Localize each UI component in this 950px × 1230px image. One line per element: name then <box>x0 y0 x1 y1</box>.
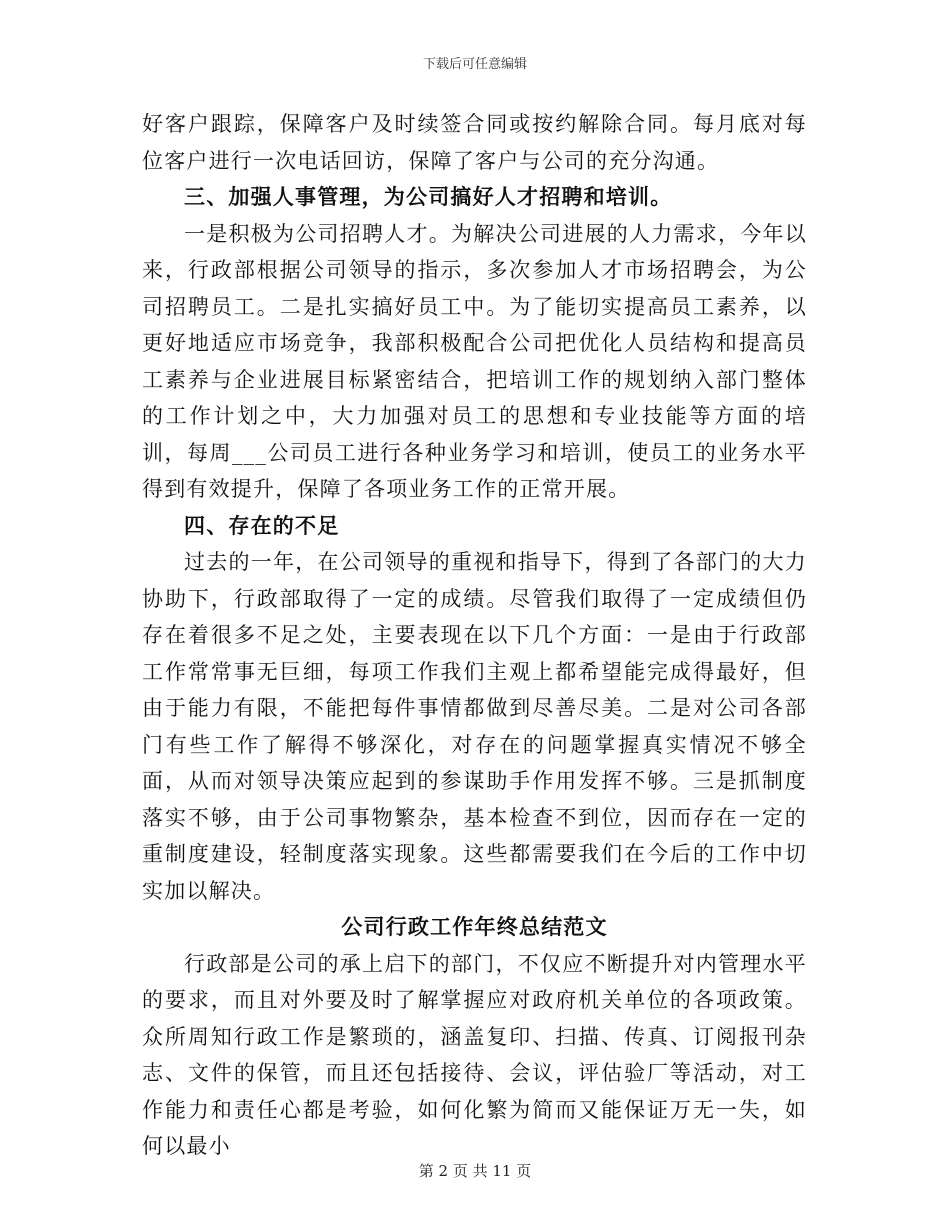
section-heading-shortcomings: 四、存在的不足 <box>184 512 340 538</box>
paragraph-admin-intro: 行政部是公司的承上启下的部门，不仅应不断提升对内管理水平的要求，而且对外要及时了解掌握应对政府机关单位的各项政策。众所周知行政工作是繁琐的，涵盖复印、扫描、传真、订阅报刊杂志、文件的保管，而且还包括接待、会议，评估验厂等活动，对工作能力和责任心都是考验，如何化繁为简而又能保证万无一失，如何以最小 <box>142 951 807 1158</box>
paragraph-recruitment-training: 一是积极为公司招聘人才。为解决公司进展的人力需求，今年以来，行政部根据公司领导的指示，多次参加人才市场招聘会，为公司招聘员工。二是扎实搞好员工中。为了能切实提高员工素养，以更好地适应市场竞争，我部积极配合公司把优化人员结构和提高员工素养与企业进展目标紧密结合，把培训工作的规划纳入部门整体的工作计划之中，大力加强对员工的思想和专业技能等方面的培训，每周___公司员工进行各种业务学习和培训，使员工的业务水平得到有效提升，保障了各项业务工作的正常开展。 <box>142 221 807 501</box>
paragraph-shortcomings: 过去的一年，在公司领导的重视和指导下，得到了各部门的大力协助下，行政部取得了一定的成绩。尽管我们取得了一定成绩但仍存在着很多不足之处，主要表现在以下几个方面：一是由于行政部工作常常事无巨细，每项工作我们主观上都希望能完成得最好，但由于能力有限，不能把每件事情都做到尽善尽美。二是对公司各部门有些工作了解得不够深化，对存在的问题掌握真实情况不够全面，从而对领导决策应起到的参谋助手作用发挥不够。三是抓制度落实不够，由于公司事物繁杂，基本检查不到位，因而存在一定的重制度建设，轻制度落实现象。这些都需要我们在今后的工作中切实加以解决。 <box>142 550 807 903</box>
section-heading-personnel: 三、加强人事管理，为公司搞好人才招聘和培训。 <box>184 184 673 209</box>
page-footer: 第 2 页 共 11 页 <box>418 1162 532 1180</box>
page-header: 下载后可任意编辑 <box>422 57 527 72</box>
document-body <box>142 106 807 1165</box>
article-title: 公司行政工作年终总结范文 <box>341 914 608 939</box>
paragraph-customer-followup: 好客户跟踪，保障客户及时续签合同或按约解除合同。每月底对每位客户进行一次电话回访，保障了客户与公司的充分沟通。 <box>142 112 807 173</box>
